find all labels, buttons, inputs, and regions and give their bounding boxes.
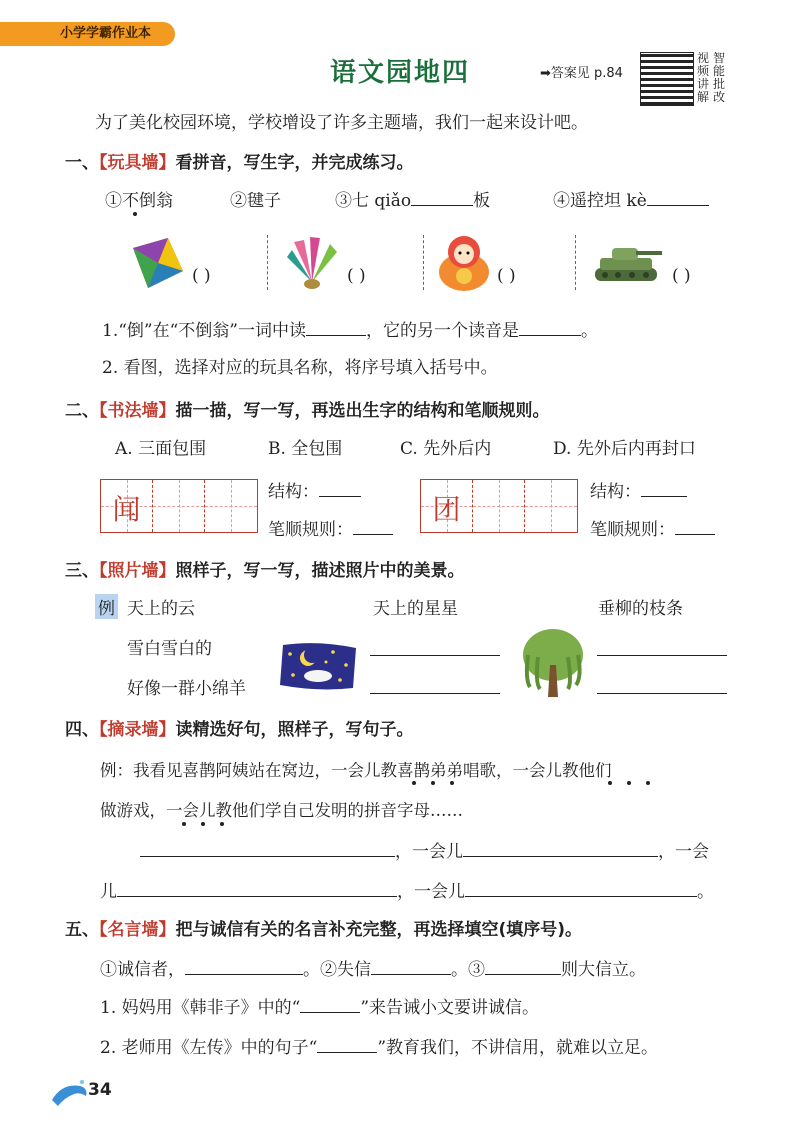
answer-blank[interactable] [463,856,658,857]
trace-character: 团 [432,493,461,526]
answer-paren[interactable]: ( ) [192,266,211,286]
s1-item-1: ①不倒翁 [105,191,173,211]
section-tag: 【照片墙】 [99,561,176,581]
field-label: 笔顺规则： [590,520,675,540]
fill-line-1 [140,837,709,862]
answer-blank[interactable] [519,335,581,336]
answer-paren[interactable]: ( ) [672,266,691,286]
answer-blank[interactable] [411,205,473,206]
connector-text: ，一会儿 [395,842,463,862]
qr-char: 频 [697,64,710,78]
qr-caption [697,52,727,104]
connector-text: 儿 [100,882,117,902]
question-text: ”教育我们，不讲信用，就难以立足。 [377,1038,659,1058]
quote-text: ①诚信者， [100,960,185,980]
example-sentence-line-2: 做游戏，一会儿教他们学自己发明的拼音字母…… [100,801,463,820]
answer-blank[interactable] [353,534,393,535]
willow-tree-icon [520,625,586,700]
example-sentence-line-1: 例：我看见喜鹊阿姨站在窝边，一会儿教喜鹊弟弟唱歌，一会儿教他们 [100,761,612,780]
qr-char: 能 [713,64,726,78]
field-label: 结构： [268,482,319,502]
connector-text: ，一会儿 [397,882,465,902]
shuttlecock-icon [282,232,342,292]
answer-line[interactable] [370,693,500,694]
section-instruction: 读精选好句，照样子，写句子。 [175,720,414,740]
section-number: 二、 [65,401,99,421]
section-1-heading [65,148,414,173]
pinyin-prompt: ④遥控坦 kè [553,191,647,211]
stroke-field [590,515,715,540]
question-text: 2. 老师用《左传》中的句子“ [100,1038,318,1058]
field-label: 笔顺规则： [268,520,353,540]
quote-text: 。②失信 [303,960,371,980]
qr-char: 智 [713,51,726,65]
question-text: ”来告诫小文要讲诚信。 [360,998,540,1018]
qr-char: 批 [713,77,726,91]
answer-line[interactable] [370,655,500,656]
qr-code-icon[interactable] [640,52,694,106]
emphasis-dot [412,781,416,785]
answer-blank[interactable] [485,974,561,975]
page-number: 34 [88,1080,112,1100]
quote-fill-line [100,955,646,980]
option-a: A. 三面包围 [115,439,207,459]
example-badge: 例 [95,594,118,619]
example-line-3: 好像一群小绵羊 [127,679,246,699]
qr-char: 视 [697,51,710,65]
divider [267,235,268,290]
answer-blank[interactable] [371,974,451,975]
quote-text: 则大信立。 [561,960,646,980]
quote-text: 。③ [451,960,485,980]
answer-line[interactable] [597,693,727,694]
tank-icon [590,240,665,285]
grid-cell[interactable] [205,480,257,532]
writing-grid-2[interactable] [420,479,578,533]
s1-item-3 [335,186,490,211]
answer-paren[interactable]: ( ) [497,266,516,286]
structure-field [590,477,687,502]
answer-blank[interactable] [647,205,709,206]
qr-char: 讲 [697,77,710,91]
tangram-icon [128,236,188,291]
section-instruction: 把与诚信有关的名言补充完整，再选择填空(填序号)。 [175,920,583,940]
answer-blank[interactable] [300,1012,360,1013]
section-number: 五、 [65,920,99,940]
emphasis-dot [450,781,454,785]
answer-blank[interactable] [317,1052,377,1053]
qr-char: 改 [713,90,726,104]
answer-line[interactable] [597,655,727,656]
answer-blank[interactable] [140,856,395,857]
section-3-heading [65,556,465,581]
s5-question-2 [100,1033,658,1058]
emphasis-dot [608,781,612,785]
grid-cell[interactable] [101,480,153,532]
intro-text: 为了美化校园环境，学校增设了许多主题墙，我们一起来设计吧。 [95,113,588,133]
option-b: B. 全包围 [268,439,343,459]
stroke-field [268,515,393,540]
answer-reference: ➡答案见 p.84 [540,66,623,81]
grid-cell[interactable] [525,480,577,532]
s5-question-1 [100,993,539,1018]
section-number: 三、 [65,561,99,581]
starry-night-icon [278,640,360,692]
divider [575,235,576,290]
brand-banner: 小学学霸作业本 [0,22,175,46]
task-stars: 天上的星星 [373,599,458,619]
example-line-2: 雪白雪白的 [127,639,212,659]
grid-cell[interactable] [473,480,525,532]
divider [423,235,424,290]
question-text: ，它的另一个读音是 [365,321,519,341]
answer-blank[interactable] [117,896,397,897]
answer-paren[interactable]: ( ) [347,266,366,286]
question-text: 1.“倒”在“不倒翁”一词中读 [102,321,306,341]
field-label: 结构： [590,482,641,502]
emphasis-dot [627,781,631,785]
section-number: 一、 [65,153,99,173]
section-tag: 【摘录墙】 [99,720,176,740]
emphasis-dot [201,822,205,826]
page-title: 语文园地四 [330,58,471,88]
grid-cell[interactable] [421,480,473,532]
section-number: 四、 [65,720,99,740]
example-line-1: 天上的云 [127,599,195,619]
question-text: 1. 妈妈用《韩非子》中的“ [100,998,301,1018]
s1-question-2: 2. 看图，选择对应的玩具名称，将序号填入括号中。 [102,358,498,378]
section-instruction: 看拼音，写生字，并完成练习。 [175,153,414,173]
s1-question-1 [102,316,598,341]
qr-char: 解 [697,90,710,104]
tumbler-doll-icon [432,232,497,292]
section-4-heading [65,715,414,740]
task-willow: 垂柳的枝条 [598,599,683,619]
pinyin-prompt: ③七 qiǎo [335,191,412,211]
answer-blank[interactable] [675,534,715,535]
grid-cell[interactable] [153,480,205,532]
emphasis-dot [220,822,224,826]
answer-blank[interactable] [641,496,687,497]
fill-line-2 [100,877,714,902]
section-tag: 【名言墙】 [99,920,176,940]
emphasis-dot [646,781,650,785]
emphasis-dot [182,822,186,826]
dolphin-icon [50,1078,90,1108]
section-instruction: 描一描，写一写，再选出生字的结构和笔顺规则。 [175,401,550,421]
connector-text: ，一会 [658,842,709,862]
section-2-heading [65,396,550,421]
section-tag: 【书法墙】 [99,401,176,421]
question-text: 。 [580,321,598,341]
s1-item-4 [553,186,709,211]
section-instruction: 照样子，写一写，描述照片中的美景。 [175,561,465,581]
item-suffix: 板 [473,191,491,211]
answer-blank[interactable] [306,335,366,336]
s1-item-2: ②毽子 [230,191,281,211]
answer-blank[interactable] [319,496,361,497]
answer-blank[interactable] [185,974,303,975]
connector-text: 。 [697,882,714,902]
structure-field [268,477,361,502]
trace-character: 闻 [112,493,141,526]
writing-grid-1[interactable] [100,479,258,533]
option-c: C. 先外后内 [400,439,492,459]
emphasis-dot [431,781,435,785]
section-5-heading [65,915,582,940]
option-d: D. 先外后内再封口 [553,439,696,459]
emphasis-dot [133,212,137,216]
answer-blank[interactable] [465,896,697,897]
section-tag: 【玩具墙】 [99,153,176,173]
